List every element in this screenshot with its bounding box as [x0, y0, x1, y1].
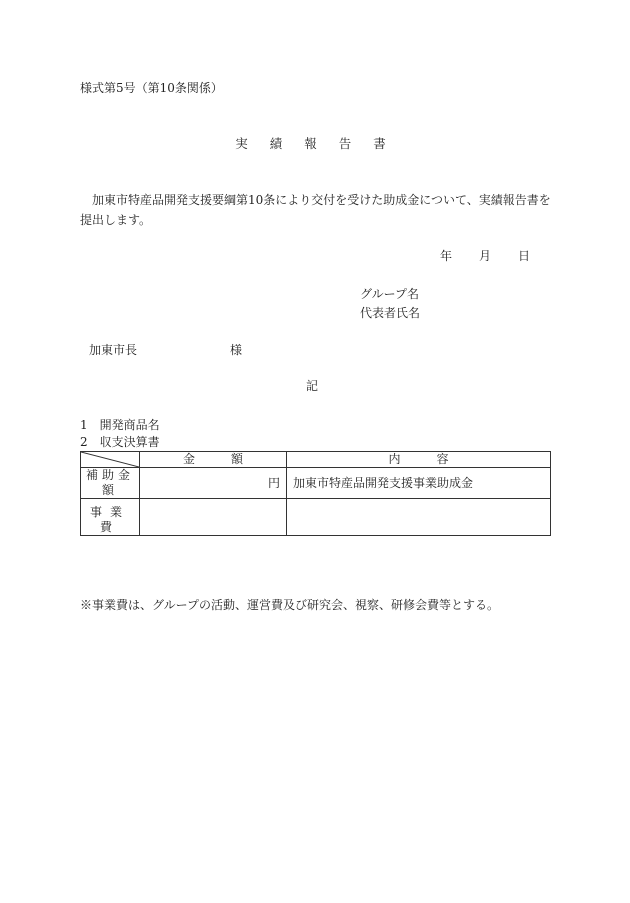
subsidy-content: 加東市特産品開発支援事業助成金	[287, 468, 551, 499]
table-row-expense	[81, 499, 551, 536]
header-amount-char-1: 金	[182, 452, 195, 466]
group-name-label: グループ名	[360, 287, 420, 301]
item-settlement: 2 収支決算書	[80, 435, 160, 449]
item-product-name: 1 開発商品名	[80, 418, 160, 432]
table-header-row	[81, 452, 551, 468]
diagonal-line	[81, 452, 139, 467]
subsidy-label: 補助金額	[81, 468, 140, 499]
body-text-line-2: 提出します。	[80, 213, 152, 227]
subsidy-amount: 円	[140, 468, 287, 499]
header-content	[287, 452, 551, 468]
date-line	[440, 248, 530, 264]
footnote: ※事業費は、グループの活動、運営費及び研究会、視察、研修会費等とする。	[80, 598, 500, 612]
header-amount-char-2: 額	[231, 452, 244, 466]
representative-label: 代表者氏名	[360, 306, 421, 320]
date-year: 年	[440, 249, 453, 263]
date-day: 日	[518, 249, 531, 263]
expense-content	[287, 499, 551, 536]
body-text-line-1: 加東市特産品開発支援要綱第10条により交付を受けた助成金について、実績報告書を	[92, 193, 551, 207]
document-title: 実 績 報 告 書	[235, 136, 395, 151]
addressee: 加東市長	[89, 343, 138, 357]
expense-label: 事業費	[81, 499, 140, 536]
form-number: 様式第5号（第10条関係）	[80, 81, 223, 95]
expense-amount	[140, 499, 287, 536]
table-row-subsidy	[81, 468, 551, 499]
date-month: 月	[479, 249, 492, 263]
settlement-table	[80, 451, 551, 536]
honorific: 様	[230, 343, 243, 357]
header-amount	[140, 452, 287, 468]
header-content-char-1: 内	[388, 452, 401, 466]
ki-mark: 記	[306, 379, 319, 393]
header-content-char-2: 容	[436, 452, 449, 466]
diagonal-header-cell	[81, 452, 140, 468]
